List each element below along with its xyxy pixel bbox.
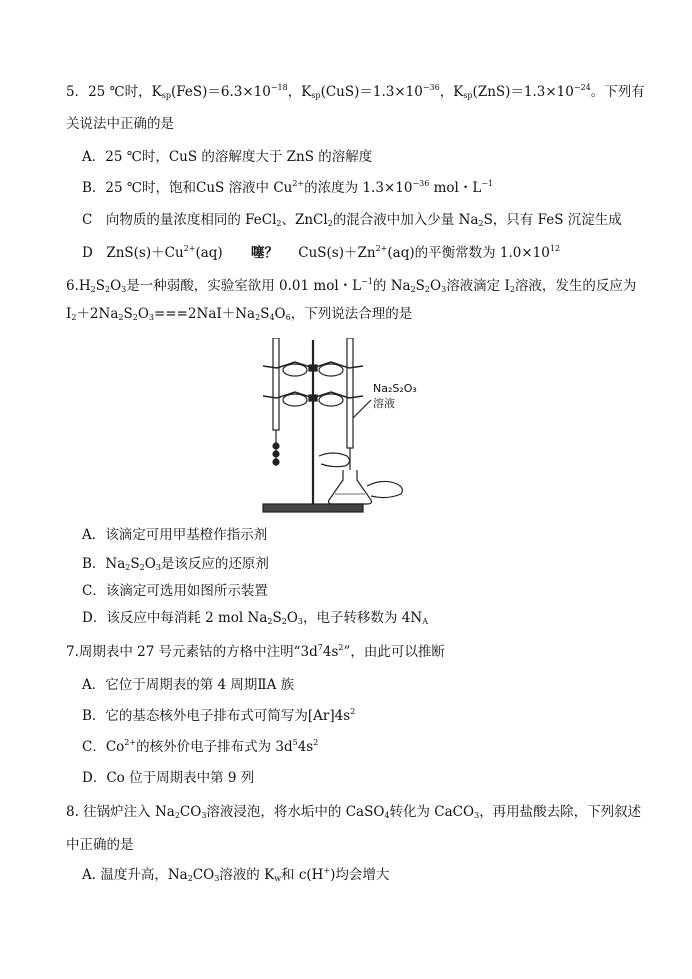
figure-label-reagent: Na₂S₂O₃ bbox=[373, 382, 417, 395]
q7-option-d: D．Co 位于周期表中第 9 列 bbox=[82, 770, 255, 786]
q6-option-d: D．该反应中每消耗 2 mol $Na_2S_2O_3$，电子转移数为 $4N_A$ bbox=[82, 610, 428, 626]
q6-option-b: B．$Na_2S_2O_3$是该反应的还原剂 bbox=[82, 556, 269, 572]
equilibrium-arrow-symbol: 噻？ bbox=[250, 245, 278, 261]
q6-option-c: C．该滴定可选用如图所示装置 bbox=[82, 583, 268, 599]
q6-stem-line1: $6.H_2S_2O_3$是一种弱酸，实验室欲用 0.01 mol・$L^{-1}$的 $Na_2S_2O_3$溶液滴定 $I_2$溶液，发生的反应为 bbox=[66, 277, 637, 294]
q7-option-a: A．它位于周期表的第 4 周期ⅡA 族 bbox=[82, 677, 295, 693]
q5-option-b: B．25 ℃时，饱和CuS 溶液中 $Cu^{2+}$的浓度为 $1.3\times 10^{-36}$ mol・$L^{-1}$ bbox=[82, 179, 494, 196]
q6-option-a: A．该滴定可用甲基橙作指示剂 bbox=[82, 527, 268, 543]
q5-option-d: D $ZnS(s)+Cu^{2+}(aq)$ 噻？ $CuS(s)+Zn^{2+}(aq)$的平衡常数为 $1.0\times 10^{12}$ bbox=[82, 244, 561, 261]
q8-option-a: A. 温度升高，$Na_2CO_3$溶液的 $K_w$和 c(H+)均会增大 bbox=[82, 866, 390, 883]
q5-option-a: A．25 ℃时，CuS 的溶解度大于 ZnS 的溶解度 bbox=[82, 149, 373, 165]
conical-flask bbox=[329, 470, 372, 504]
right-burette bbox=[347, 338, 353, 448]
q5-option-c: C 向物质的量浓度相同的 FeCl$_2$、ZnCl$_2$的混合液中加入少量 $Na_2S$，只有 FeS 沉淀生成 bbox=[82, 212, 622, 228]
q7-option-c: C．$Co^{2+}$的核外价电子排布式为 $3d^54s^2$ bbox=[82, 738, 319, 755]
left-burette bbox=[273, 338, 279, 430]
q7-stem: 7.周期表中 27 号元素钴的方格中注明“$3d^74s^2$”，由此可以推断 bbox=[66, 643, 445, 660]
stand-base bbox=[263, 504, 363, 512]
q6-stem-line2: $I_2+2Na_2S_2O_3===2NaI+Na_2S_4O_6$，下列说法合理的是 bbox=[66, 306, 413, 322]
figure-label-solution: 溶液 bbox=[373, 397, 395, 410]
q8-stem-line2: 中正确的是 bbox=[66, 837, 134, 853]
q7-option-b: B．它的基态核外电子排布式可简写为$[Ar]4s^2$ bbox=[82, 707, 356, 724]
q8-stem-line1: 8. 往锅炉注入 $Na_2CO_3$溶液浸泡，将水垢中的 CaSO$_4$转化为 CaCO$_3$，再用盐酸去除，下列叙述 bbox=[66, 804, 642, 820]
q5-stem-line1: 5．25 ℃时，$K_{sp}(FeS)=6.3\times 10^{-18}$，$K_{sp}(CuS)=1.3\times 10^{-36}$，$K_{sp}(ZnS)=1.3\times 10^{-24}$。下列有 bbox=[66, 83, 645, 100]
titration-apparatus-figure bbox=[255, 338, 435, 518]
q5-stem-line2: 关说法中正确的是 bbox=[66, 116, 174, 132]
